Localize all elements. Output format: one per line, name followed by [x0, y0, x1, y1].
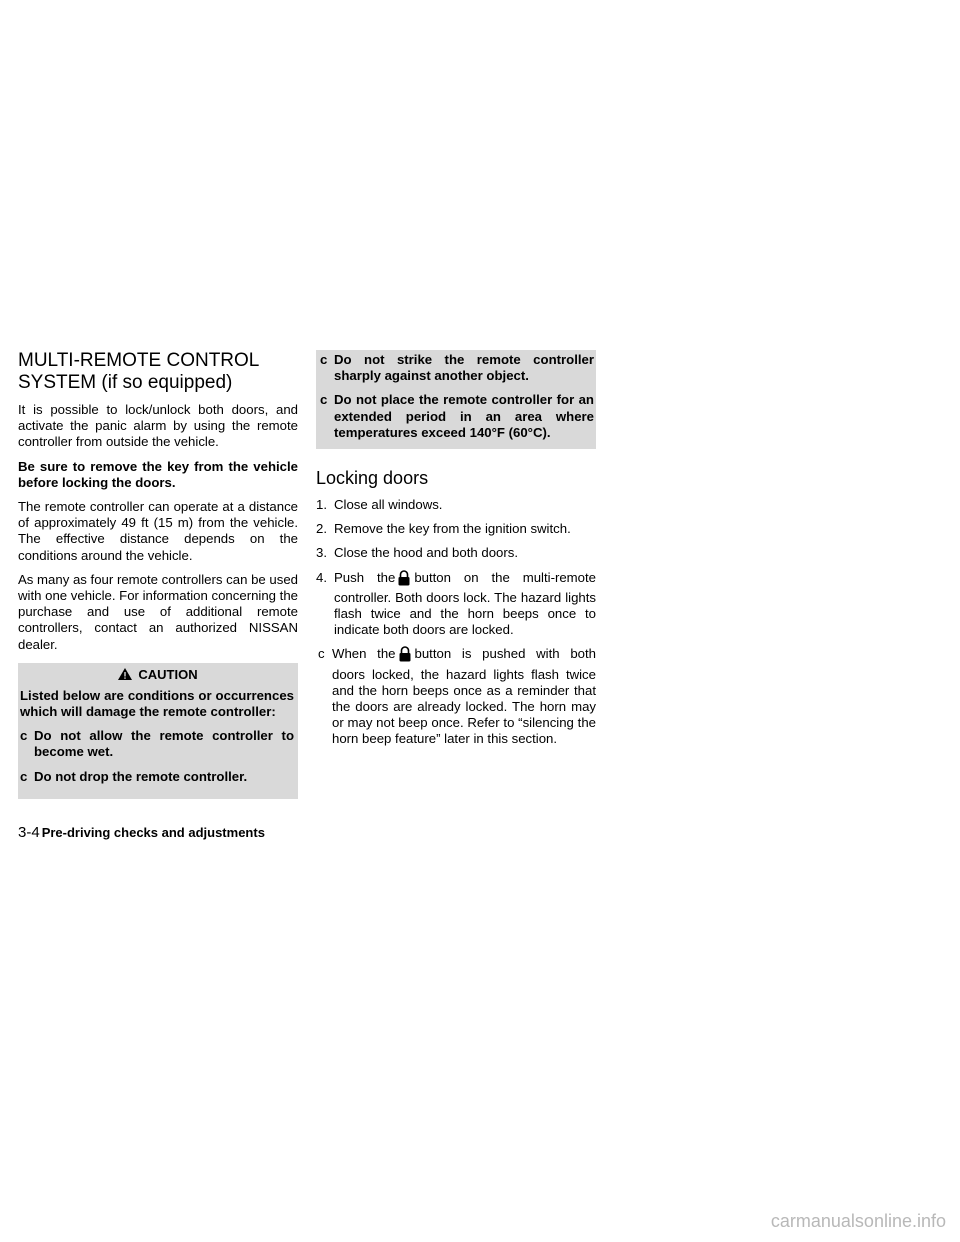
caution-label: CAUTION — [138, 666, 198, 682]
caution-item-text: Do not place the remote controller for an extended period in an area where temperatures exceed 140°F (60°C). — [334, 392, 594, 440]
section-title: MULTI-REMOTE CONTROL SYSTEM (if so equipped) — [18, 350, 259, 393]
step-item — [316, 570, 596, 639]
warning-triangle-icon — [118, 668, 132, 680]
step-text-before: Push the — [334, 569, 396, 585]
step-text — [334, 570, 596, 639]
watermark: carmanualsonline.info — [770, 1211, 946, 1231]
caution-box — [18, 663, 298, 799]
bullet-mark: c — [20, 768, 28, 784]
note-text — [332, 646, 596, 747]
step-number: 4. — [316, 569, 327, 585]
range-paragraph: The remote controller can operate at a distance of approximately 49 ft (15 m) from the vehicle. The effective distance depends on the conditions around the vehicle. — [18, 499, 298, 563]
padlock-icon — [397, 570, 411, 590]
caution-item-text: Do not drop the remote controller. — [34, 768, 248, 784]
page-footer — [18, 824, 265, 841]
step-number: 2. — [316, 521, 327, 537]
bullet-mark: c — [20, 728, 28, 744]
step-item — [316, 497, 596, 513]
subsection-title: Locking doors — [316, 468, 429, 489]
right-column — [316, 352, 596, 756]
caution-item-text: Do not allow the remote controller to become wet. — [34, 728, 294, 760]
step-number: 1. — [316, 497, 327, 513]
page-number: 3-4 — [18, 824, 40, 841]
step-item — [316, 545, 596, 561]
step-item — [316, 521, 596, 537]
left-column — [18, 350, 298, 799]
footer-chapter-title: Pre-driving checks and adjustments — [41, 825, 265, 840]
caution-item — [318, 352, 594, 384]
key-warning-paragraph: Be sure to remove the key from the vehicle before locking the doors. — [18, 458, 298, 490]
note-text-after: button is pushed with both doors locked, the hazard lights flash twice and the horn beeps once as a reminder that the doors are already locked. The horn may or may not beep once. Refer to “silencing the horn beep feature” later in this section. — [332, 646, 596, 747]
bullet-mark: c — [320, 352, 328, 367]
caution-heading — [18, 667, 298, 682]
controllers-paragraph: As many as four remote controllers can be used with one vehicle. For information concerning the purchase and use of additional remote controllers, contact an authorized NISSAN dealer. — [18, 571, 299, 652]
caution-item — [18, 769, 298, 785]
step-text: Close the hood and both doors. — [334, 545, 519, 561]
note-item — [316, 646, 596, 747]
intro-paragraph: It is possible to lock/unlock both doors, and activate the panic alarm by using the remote controller from outside the vehicle. — [18, 402, 298, 450]
step-text-after: button on the multi-remote controller. Both doors lock. The hazard lights flash twice and the horn beeps once to indicate both doors are locked. — [334, 569, 596, 638]
caution-item — [318, 392, 594, 441]
step-number: 3. — [316, 545, 327, 561]
bullet-mark: c — [320, 392, 328, 408]
caution-intro: Listed below are conditions or occurrences which will damage the remote controller: — [20, 687, 294, 720]
step-text: Remove the key from the ignition switch. — [334, 521, 571, 537]
caution-item — [18, 728, 298, 760]
caution-box-continued — [316, 350, 596, 449]
bullet-mark: c — [318, 646, 325, 662]
padlock-icon — [398, 646, 412, 666]
step-text: Close all windows. — [334, 497, 443, 513]
note-text-before: When the — [332, 646, 396, 662]
caution-item-text: Do not strike the remote controller sharply against another object. — [334, 352, 594, 384]
